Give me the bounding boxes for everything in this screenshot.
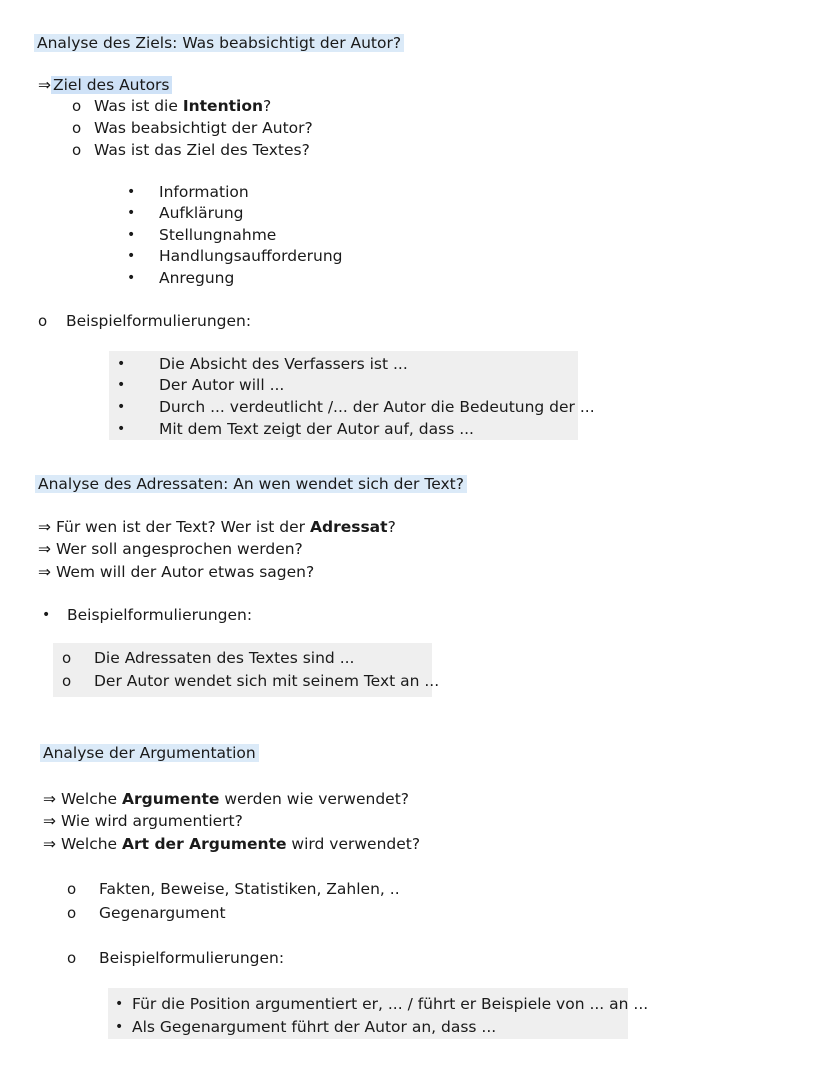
examples-label: Beispielformulierungen: (66, 312, 252, 330)
type-item: Gegenargument (99, 904, 226, 922)
example-item: Die Absicht des Verfassers ist ... (159, 355, 408, 373)
dot-bullet-icon: • (42, 607, 51, 623)
arrow-icon: ⇒ (43, 812, 56, 830)
example-item: Die Adressaten des Textes sind ... (94, 649, 355, 667)
dot-bullet-icon: • (127, 227, 136, 243)
circle-bullet-icon: o (67, 949, 77, 967)
arrow-icon: ⇒ (38, 76, 51, 94)
arrow-icon: ⇒ (38, 563, 51, 581)
dot-bullet-icon: • (117, 421, 126, 437)
circle-bullet-icon: o (38, 312, 48, 330)
example-item: Der Autor will ... (159, 376, 285, 394)
question-item: ⇒ Wie wird argumentiert? (43, 812, 243, 830)
question-item: Was ist das Ziel des Textes? (94, 141, 310, 159)
question-item: ⇒ Welche Art der Argumente wird verwendet? (43, 835, 421, 853)
dot-bullet-icon: • (117, 356, 126, 372)
question-item: Was beabsichtigt der Autor? (94, 119, 313, 137)
question-item: ⇒ Wem will der Autor etwas sagen? (38, 563, 315, 581)
circle-bullet-icon: o (62, 649, 72, 667)
goal-item: Stellungnahme (159, 226, 277, 244)
dot-bullet-icon: • (127, 248, 136, 264)
example-item: Für die Position argumentiert er, ... / führt er Beispiele von ... an ... (132, 995, 649, 1013)
dot-bullet-icon: • (127, 184, 136, 200)
dot-bullet-icon: • (117, 399, 126, 415)
arrow-icon: ⇒ (38, 540, 51, 558)
arrow-icon: ⇒ (43, 790, 56, 808)
circle-bullet-icon: o (67, 880, 77, 898)
circle-bullet-icon: o (67, 904, 77, 922)
circle-bullet-icon: o (72, 119, 82, 137)
arrow-icon: ⇒ (38, 518, 51, 536)
question-item: ⇒ Welche Argumente werden wie verwendet? (43, 790, 410, 808)
example-item: Durch ... verdeutlicht /... der Autor die Bedeutung der ... (159, 398, 595, 416)
dot-bullet-icon: • (127, 270, 136, 286)
dot-bullet-icon: • (115, 1019, 124, 1035)
dot-bullet-icon: • (115, 996, 124, 1012)
question-item: ⇒ Wer soll angesprochen werden? (38, 540, 303, 558)
goal-item: Aufklärung (159, 204, 244, 222)
circle-bullet-icon: o (72, 97, 82, 115)
goal-item: Handlungsaufforderung (159, 247, 343, 265)
question-item: ⇒ Für wen ist der Text? Wer ist der Adressat? (38, 518, 396, 536)
section1-heading: Analyse des Ziels: Was beabsichtigt der Autor? (34, 33, 404, 54)
section2-heading: Analyse des Adressaten: An wen wendet sich der Text? (35, 474, 467, 495)
dot-bullet-icon: • (117, 377, 126, 393)
example-item: Als Gegenargument führt der Autor an, dass ... (132, 1018, 497, 1036)
examples-label: Beispielformulierungen: (67, 606, 253, 624)
circle-bullet-icon: o (72, 141, 82, 159)
type-item: Fakten, Beweise, Statistiken, Zahlen, .. (99, 880, 400, 898)
goal-label: Ziel des Autors (53, 76, 170, 94)
goal-item: Information (159, 183, 249, 201)
arrow-icon: ⇒ (43, 835, 56, 853)
dot-bullet-icon: • (127, 205, 136, 221)
question-item: Was ist die Intention? (94, 97, 272, 115)
goal-item: Anregung (159, 269, 235, 287)
examples-label: Beispielformulierungen: (99, 949, 285, 967)
circle-bullet-icon: o (62, 672, 72, 690)
example-item: Der Autor wendet sich mit seinem Text an ... (94, 672, 440, 690)
section3-heading: Analyse der Argumentation (40, 743, 259, 764)
goal-line (38, 75, 172, 96)
example-item: Mit dem Text zeigt der Autor auf, dass ... (159, 420, 474, 438)
